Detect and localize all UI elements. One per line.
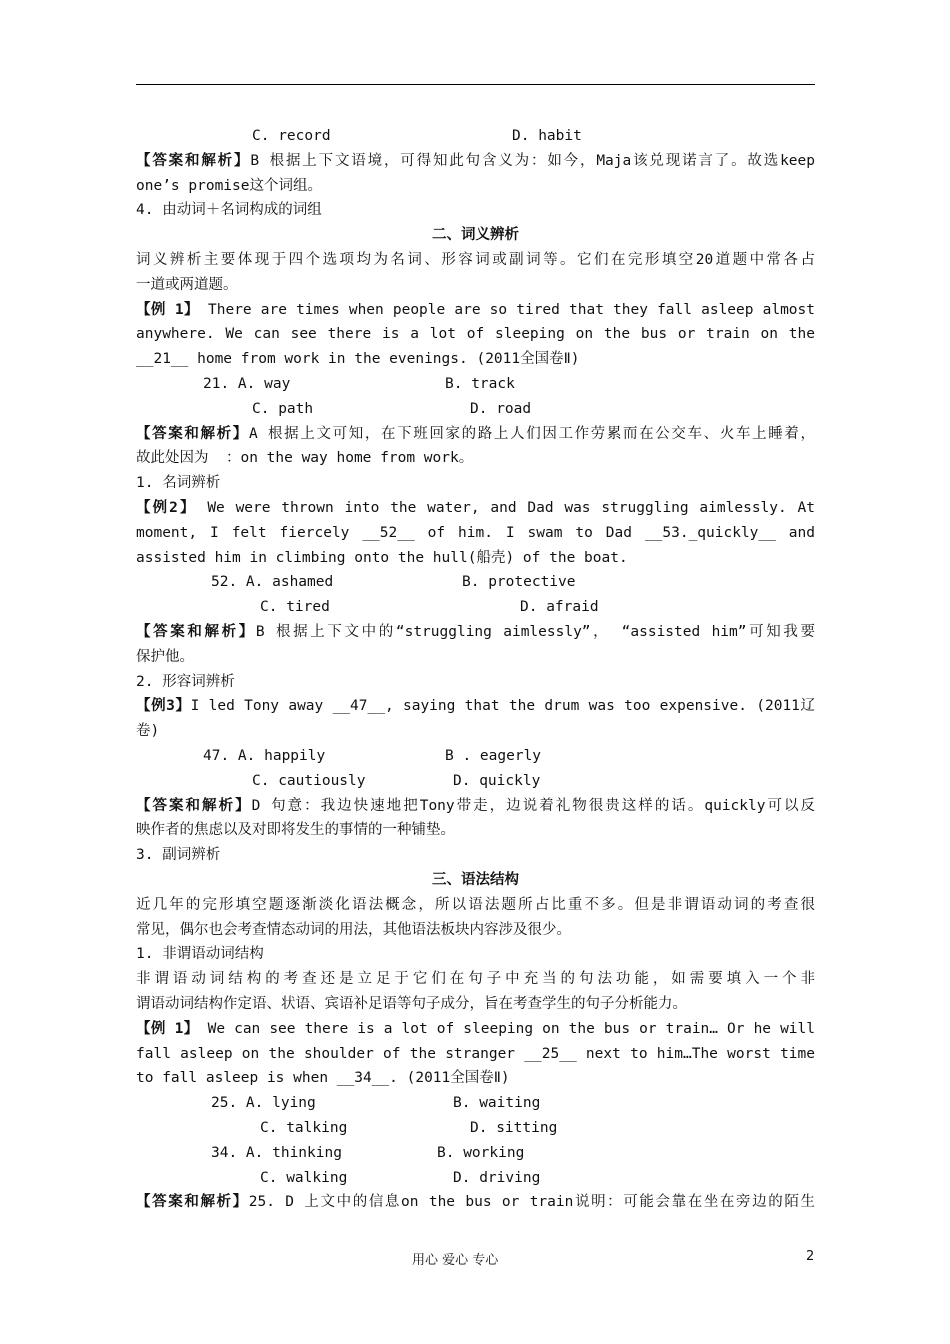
text-line: 常见，偶尔也会考查情态动词的用法，其他语法板块内容涉及很少。 xyxy=(136,921,571,938)
option-choice: D. afraid xyxy=(520,599,599,616)
labeled-paragraph-line xyxy=(136,620,815,645)
option-choice: D. habit xyxy=(512,128,582,144)
line-text: B 根据上下文语境，可得知此句含义为：如今，Maja该兑现诺言了。故选keep xyxy=(250,152,815,169)
text-line: one’s promise这个词组。 xyxy=(136,177,322,194)
option-choice: D. driving xyxy=(453,1169,541,1186)
option-choice: 52. A. ashamed xyxy=(211,574,334,591)
line-text: 25. D 上文中的信息on the bus or train说明：可能会靠在坐在旁边的陌生 xyxy=(248,1194,815,1211)
line-label: 【例2】 xyxy=(136,500,197,516)
labeled-paragraph-line xyxy=(136,496,815,521)
text-line: to fall asleep is when __34__. (2011全国卷Ⅱ) xyxy=(136,1070,510,1087)
text-line: 卷) xyxy=(136,723,160,740)
option-choice: C. path xyxy=(252,400,314,417)
text-line: 故此处因为 ：on the way home from work。 xyxy=(136,450,474,467)
option-choice: B. protective xyxy=(462,574,576,591)
line-label: 【答案和解析】 xyxy=(136,1194,249,1211)
text-line: __21__ home from work in the evenings. (2011全国卷Ⅱ) xyxy=(136,351,580,368)
labeled-paragraph-line xyxy=(136,149,815,174)
text-line: 1. 非谓语动词结构 xyxy=(136,946,264,963)
text-line: assisted him in climbing onto the hull(船壳) of the boat. xyxy=(136,549,628,566)
text-line: 近几年的完形填空题逐渐淡化语法概念，所以语法题所占比重不多。但是非谓语动词的考查很 xyxy=(136,896,815,913)
line-text: I led Tony away __47__, saying that the drum was too expensive. (2011辽 xyxy=(190,698,815,715)
option-choice: 34. A. thinking xyxy=(211,1144,342,1161)
line-label: 【例3】 xyxy=(136,698,191,715)
option-choice: 25. A. lying xyxy=(211,1095,316,1112)
header-rule xyxy=(136,84,815,85)
line-label: 【答案和解析】 xyxy=(136,797,252,814)
labeled-paragraph-line xyxy=(136,422,815,447)
text-line: 1. 名词辨析 xyxy=(136,475,221,492)
option-choice: C. record xyxy=(252,128,331,144)
labeled-paragraph-line xyxy=(136,694,815,719)
line-text: A 根据上文可知，在下班回家的路上人们因工作劳累而在公交车、火车上睡着， xyxy=(248,425,815,442)
section-heading: 二、词义辨析 xyxy=(432,227,519,244)
text-line: 谓语动词结构作定语、状语、宾语补足语等句子成分，旨在考查学生的句子分析能力。 xyxy=(136,996,687,1012)
option-choice: D. sitting xyxy=(470,1120,558,1136)
option-choice: 21. A. way xyxy=(203,376,291,392)
footer-motto: 用心 爱心 专心 xyxy=(412,1253,499,1268)
labeled-paragraph-line xyxy=(136,794,815,819)
option-choice: C. tired xyxy=(260,599,330,616)
line-label: 【答案和解析】 xyxy=(136,624,256,640)
text-line: 保护他。 xyxy=(136,648,194,665)
option-choice: C. walking xyxy=(260,1169,348,1186)
line-text: B 根据上下文中的“struggling aimlessly”， “assisted him”可知我要 xyxy=(255,624,815,640)
line-label: 【例 1】 xyxy=(136,301,199,318)
option-choice: D. road xyxy=(470,400,532,417)
line-text: D 句意：我边快速地把Tony带走，边说着礼物很贵这样的话。quickly可以反 xyxy=(251,797,815,814)
labeled-paragraph-line xyxy=(136,298,815,323)
page-number: 2 xyxy=(806,1249,815,1264)
line-text: There are times when people are so tired that they fall asleep almost xyxy=(198,301,815,318)
text-line: moment, I felt fiercely __52__ of him. I swam to Dad __53._quickly__ and xyxy=(136,524,815,541)
option-choice: C. talking xyxy=(260,1120,348,1136)
text-line: 映作者的焦虑以及对即将发生的事情的一种铺垫。 xyxy=(136,822,455,839)
option-choice: D. quickly xyxy=(453,772,541,789)
line-label: 【例 1】 xyxy=(136,1020,199,1037)
text-line: 4. 由动词＋名词构成的词组 xyxy=(136,202,322,219)
line-text: We were thrown into the water, and Dad was struggling aimlessly. At xyxy=(207,500,815,516)
option-choice: B . eagerly xyxy=(445,748,542,764)
text-line: 词义辨析主要体现于四个选项均为名词、形容词或副词等。它们在完形填空20道题中常各占 xyxy=(136,252,815,268)
text-line: 一道或两道题。 xyxy=(136,276,238,293)
labeled-paragraph-line xyxy=(136,1190,815,1215)
text-line: 3. 副词辨析 xyxy=(136,847,221,864)
text-line: fall asleep on the shoulder of the stranger __25__ next to him…The worst time xyxy=(136,1045,815,1062)
text-line: 2. 形容词辨析 xyxy=(136,673,235,690)
option-choice: B. waiting xyxy=(453,1095,541,1112)
text-line: anywhere. We can see there is a lot of sleeping on the bus or train on the xyxy=(136,326,815,343)
line-label: 【答案和解析】 xyxy=(136,425,249,442)
section-heading: 三、语法结构 xyxy=(432,872,519,888)
text-line: 非谓语动词结构的考查还是立足于它们在句子中充当的句法功能，如需要填入一个非 xyxy=(136,971,815,988)
option-choice: 47. A. happily xyxy=(203,748,326,764)
line-text: We can see there is a lot of sleeping on the bus or train… Or he will xyxy=(198,1020,815,1037)
option-choice: B. working xyxy=(437,1144,525,1161)
line-label: 【答案和解析】 xyxy=(136,152,251,169)
option-choice: B. track xyxy=(445,376,515,392)
option-choice: C. cautiously xyxy=(252,772,366,789)
labeled-paragraph-line xyxy=(136,1017,815,1042)
